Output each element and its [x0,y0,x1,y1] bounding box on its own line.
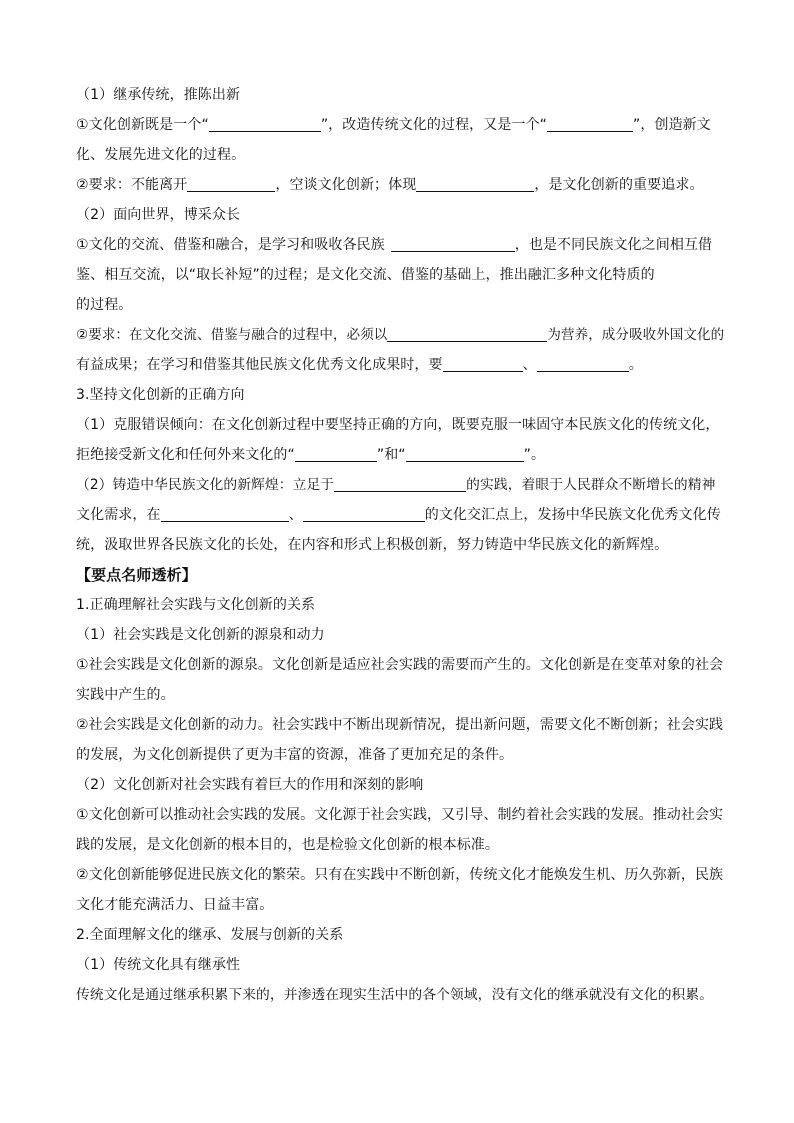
text: ②文化创新能够促进民族文化的繁荣。只有在实践中不断创新，传统文化才能焕发生机、历久弥新，民族 [76,867,724,883]
fill-blank[interactable] [406,445,524,462]
fill-blank[interactable] [161,505,289,522]
text: 的实践，着眼于人民群众不断增长的精神 [466,477,716,493]
fill-blank[interactable] [187,175,275,192]
fill-blank[interactable] [416,175,534,192]
text: ，也是不同民族文化之间相互借 [514,237,713,253]
text: 的文化交汇点上，发扬中华民族文化优秀文化传 [424,507,721,523]
subheading [76,620,724,650]
text: 。 [628,357,643,373]
text: ”，改造传统文化的过程，又是一个“ [320,117,548,133]
text: （1）克服错误倾向：在文化创新过程中要坚持正确的方向，既要克服一味固守本民族文化的传统文化， [76,417,720,433]
paragraph-line [76,980,724,1010]
text: 为营养，成分吸收外国文化的 [547,327,725,343]
fill-blank[interactable] [443,355,523,372]
text: （1）传统文化具有继承性 [76,957,241,973]
paragraph-line [76,860,724,890]
text: （2）文化创新对社会实践有着巨大的作用和深刻的影响 [76,777,424,793]
text: （1）社会实践是文化创新的源泉和动力 [76,627,325,643]
text: 文化需求，在 [76,507,161,523]
fill-blank[interactable] [334,475,466,492]
text: 践的发展，是文化创新的根本目的，也是检验文化创新的根本标准。 [76,837,499,853]
paragraph-line [76,110,724,140]
fill-blank[interactable] [547,115,633,132]
paragraph-line [76,260,724,290]
paragraph-line [76,740,724,770]
paragraph-line [76,890,724,920]
subheading [76,920,724,950]
text: ，空谈文化创新；体现 [275,177,417,193]
paragraph-line [76,170,724,200]
text: 传统文化是通过继承积累下来的，并渗透在现实生活中的各个领域，没有文化的继承就没有文化的积累。 [76,987,714,1003]
fill-blank[interactable] [537,355,629,372]
text: ②要求：不能离开 [76,177,188,193]
text: 有益成果；在学习和借鉴其他民族文化优秀文化成果时，要 [76,357,443,373]
text: 鉴、相互交流，以“取长补短”的过程；是文化交流、借鉴的基础上，推出融汇多种文化特质的 [76,267,655,283]
text: ①文化创新既是一个“ [76,117,209,133]
paragraph-line [76,140,724,170]
text: （1）继承传统，推陈出新 [76,87,241,103]
text: ”，创造新文 [633,117,711,133]
text: 的发展，为文化创新提供了更为丰富的资源，准备了更加充足的条件。 [76,747,514,763]
subheading-correct-direction [76,380,724,410]
text: ①社会实践是文化创新的源泉。文化创新是适应社会实践的需要而产生的。文化创新是在变革对象的社会 [76,657,724,673]
text: 1.正确理解社会实践与文化创新的关系 [76,597,316,613]
text: 化、发展先进文化的过程。 [76,147,246,163]
paragraph-line [76,290,724,320]
paragraph-line [76,530,724,560]
paragraph-line [76,680,724,710]
document-body [76,80,724,1010]
paragraph-line [76,470,724,500]
text: （2）面向世界，博采众长 [76,207,241,223]
paragraph-line [76,320,724,350]
text: ，是文化创新的重要追求。 [534,177,704,193]
paragraph-line [76,440,724,470]
fill-blank[interactable] [209,115,321,132]
fill-blank[interactable] [295,445,377,462]
text: 的过程。 [76,297,133,313]
text: ①文化创新可以推动社会实践的发展。文化源于社会实践，又引导、制约着社会实践的发展。推动社会实 [76,807,724,823]
text: （2）铸造中华民族文化的新辉煌：立足于 [76,477,335,493]
paragraph-line [76,650,724,680]
text: 、 [522,357,537,373]
text: ②社会实践是文化创新的动力。社会实践中不断出现新情况，提出新问题，需要文化不断创新；社会实践 [76,717,724,733]
text: 【要点名师透析】 [76,566,197,584]
subheading-inherit-tradition [76,80,724,110]
text: ②要求：在文化交流、借鉴与融合的过程中，必须以 [76,327,388,343]
text: 实践中产生的。 [76,687,175,703]
text: ”和“ [376,447,406,463]
text: 统，汲取世界各民族文化的长处，在内容和形式上积极创新，努力铸造中华民族文化的新辉煌。 [76,537,669,553]
paragraph-line [76,350,724,380]
text: ①文化的交流、借鉴和融合，是学习和吸收各民族 [76,237,385,253]
paragraph-line [76,710,724,740]
text: 文化才能充满活力、日益丰富。 [76,897,274,913]
fill-blank[interactable] [387,325,547,342]
subheading-face-world [76,200,724,230]
text: ”。 [523,447,546,463]
text: 拒绝接受新文化和任何外来文化的“ [76,447,295,463]
section-heading-key-points [76,560,724,590]
fill-blank[interactable] [303,505,425,522]
subheading [76,950,724,980]
text: 3.坚持文化创新的正确方向 [76,387,245,403]
subheading [76,770,724,800]
paragraph-line [76,830,724,860]
paragraph-line [76,800,724,830]
paragraph-line [76,410,724,440]
paragraph-line [76,230,724,260]
paragraph-line [76,500,724,530]
text: 、 [288,507,303,523]
text: 2.全面理解文化的继承、发展与创新的关系 [76,927,344,943]
subheading [76,590,724,620]
fill-blank[interactable] [391,235,515,252]
